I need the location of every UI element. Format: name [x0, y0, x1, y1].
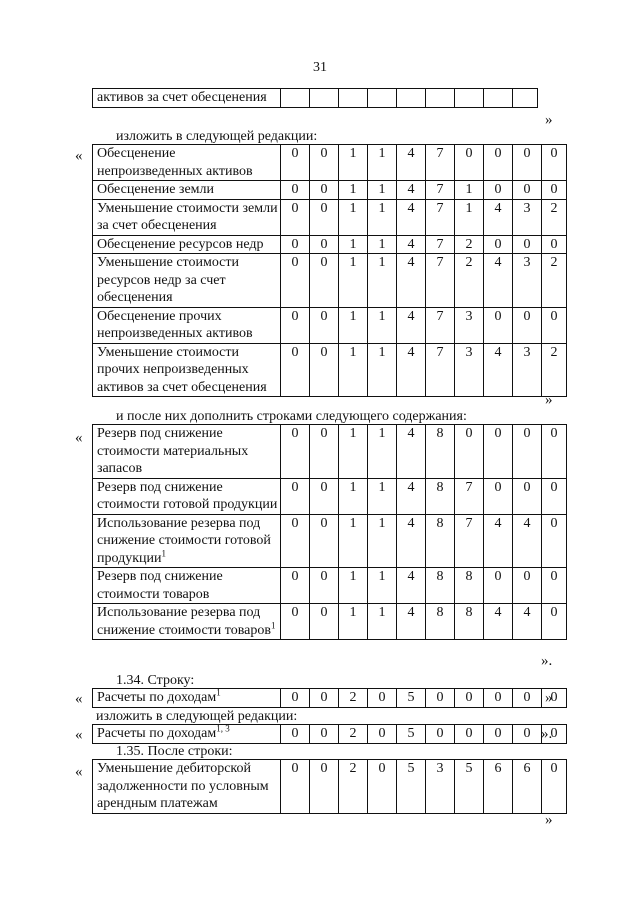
- code-digit: 4: [397, 254, 426, 308]
- code-digit: 7: [426, 235, 455, 254]
- code-digit: 0: [455, 145, 484, 181]
- code-digit: 0: [310, 181, 339, 200]
- code-digit: 1: [339, 568, 368, 604]
- code-digit: 5: [455, 760, 484, 814]
- closing-quote: »: [545, 112, 553, 128]
- row-label-text: Резерв под снижение стоимости готовой продукции: [97, 479, 278, 512]
- closing-quote: »: [545, 392, 553, 408]
- table-row: [93, 604, 567, 640]
- code-digit: 4: [397, 514, 426, 568]
- table-row: [93, 568, 567, 604]
- code-digit: [368, 89, 397, 108]
- code-digit: 0: [484, 568, 513, 604]
- row-label: [93, 760, 281, 814]
- code-digit: [426, 89, 455, 108]
- table-row: [93, 514, 567, 568]
- table-income-old: [92, 688, 567, 708]
- code-digit: 1: [339, 425, 368, 479]
- code-digit: 1: [339, 307, 368, 343]
- code-digit: 2: [542, 343, 567, 397]
- code-digit: 2: [339, 725, 368, 744]
- code-digit: 0: [542, 307, 567, 343]
- row-label-text: активов за счет обесценения: [97, 90, 267, 105]
- code-digit: 0: [484, 425, 513, 479]
- code-digit: 0: [310, 254, 339, 308]
- row-label-text: Резерв под снижение стоимости товаров: [97, 569, 223, 602]
- code-digit: 3: [513, 254, 542, 308]
- instruction-text: и после них дополнить строками следующего содержания:: [116, 409, 467, 424]
- code-digit: 0: [426, 725, 455, 744]
- code-digit: 0: [281, 235, 310, 254]
- code-digit: 0: [513, 181, 542, 200]
- row-label: [93, 181, 281, 200]
- code-digit: 1: [339, 604, 368, 640]
- code-digit: 7: [426, 343, 455, 397]
- code-digit: 7: [426, 307, 455, 343]
- row-label: [93, 478, 281, 514]
- row-label-text: Расчеты по доходам: [97, 726, 217, 741]
- code-digit: 1: [339, 478, 368, 514]
- code-digit: 0: [542, 760, 567, 814]
- row-label-text: Обесценение земли: [97, 182, 215, 197]
- code-digit: 4: [484, 199, 513, 235]
- row-label-text: Использование резерва под снижение стоимости готовой продукции: [97, 515, 271, 566]
- code-digit: 1: [368, 604, 397, 640]
- code-digit: 3: [513, 343, 542, 397]
- table-row: [93, 145, 567, 181]
- code-digit: 0: [310, 478, 339, 514]
- row-label-text: Использование резерва под снижение стоимости товаров: [97, 605, 271, 638]
- opening-quote: «: [75, 148, 83, 164]
- code-digit: 0: [484, 307, 513, 343]
- code-digit: 3: [426, 760, 455, 814]
- code-digit: 4: [397, 235, 426, 254]
- code-digit: 0: [542, 689, 567, 708]
- code-digit: 0: [281, 760, 310, 814]
- code-digit: 6: [513, 760, 542, 814]
- table-receivables: [92, 759, 567, 814]
- code-digit: 6: [484, 760, 513, 814]
- code-digit: 0: [310, 307, 339, 343]
- code-digit: 0: [542, 235, 567, 254]
- code-digit: 0: [484, 689, 513, 708]
- code-digit: 5: [397, 689, 426, 708]
- row-label: [93, 689, 281, 708]
- closing-quote: »: [545, 690, 553, 706]
- code-digit: 7: [455, 478, 484, 514]
- code-digit: 4: [397, 307, 426, 343]
- code-digit: 0: [542, 181, 567, 200]
- code-digit: 4: [484, 343, 513, 397]
- table-row: [93, 343, 567, 397]
- code-digit: 1: [368, 181, 397, 200]
- row-label-text: Уменьшение стоимости прочих непроизведенных активов за счет обесценения: [97, 344, 267, 395]
- instruction-text: изложить в следующей редакции:: [116, 129, 318, 144]
- code-digit: 0: [281, 307, 310, 343]
- table-income-new: [92, 724, 567, 744]
- closing-quote-dot: ».: [541, 653, 553, 669]
- table-fragment-top: [92, 88, 538, 108]
- code-digit: 8: [426, 604, 455, 640]
- code-digit: 0: [281, 199, 310, 235]
- code-digit: 1: [368, 307, 397, 343]
- code-digit: 0: [484, 478, 513, 514]
- code-digit: 1: [368, 343, 397, 397]
- row-label: [93, 307, 281, 343]
- footnote-marker: 1: [216, 687, 221, 698]
- row-label-text: Резерв под снижение стоимости материальных запасов: [97, 426, 249, 476]
- code-digit: 0: [281, 689, 310, 708]
- row-label: [93, 514, 281, 568]
- code-digit: 1: [339, 181, 368, 200]
- code-digit: 0: [310, 760, 339, 814]
- code-digit: 3: [455, 307, 484, 343]
- code-digit: 0: [484, 725, 513, 744]
- code-digit: 0: [426, 689, 455, 708]
- code-digit: 1: [339, 343, 368, 397]
- table-row: [93, 254, 567, 308]
- code-digit: 0: [281, 725, 310, 744]
- code-digit: 0: [368, 725, 397, 744]
- code-digit: 1: [339, 235, 368, 254]
- code-digit: [397, 89, 426, 108]
- table-row: [93, 199, 567, 235]
- code-digit: 4: [397, 478, 426, 514]
- opening-quote: «: [75, 691, 83, 707]
- row-label-text: Обесценение ресурсов недр: [97, 236, 264, 252]
- row-label: [93, 568, 281, 604]
- code-digit: 0: [310, 145, 339, 181]
- code-digit: 2: [339, 689, 368, 708]
- code-digit: 0: [542, 604, 567, 640]
- code-digit: [281, 89, 310, 108]
- code-digit: 1: [368, 568, 397, 604]
- code-digit: 4: [397, 199, 426, 235]
- code-digit: 8: [426, 514, 455, 568]
- code-digit: 0: [455, 425, 484, 479]
- code-digit: 0: [455, 725, 484, 744]
- code-digit: 3: [513, 199, 542, 235]
- code-digit: 0: [542, 514, 567, 568]
- row-label: [93, 254, 281, 308]
- row-label: [93, 343, 281, 397]
- code-digit: 0: [513, 478, 542, 514]
- code-digit: 4: [513, 514, 542, 568]
- code-digit: 1: [368, 254, 397, 308]
- code-digit: 8: [455, 568, 484, 604]
- code-digit: 0: [542, 145, 567, 181]
- code-digit: 1: [339, 514, 368, 568]
- code-digit: 5: [397, 725, 426, 744]
- code-digit: 4: [484, 514, 513, 568]
- code-digit: [513, 89, 538, 108]
- code-digit: 7: [426, 145, 455, 181]
- section-heading: 1.34. Строку:: [116, 673, 195, 688]
- code-digit: 8: [426, 425, 455, 479]
- code-digit: 1: [339, 254, 368, 308]
- code-digit: 2: [339, 760, 368, 814]
- code-digit: 0: [310, 689, 339, 708]
- code-digit: 0: [542, 425, 567, 479]
- code-digit: 0: [310, 568, 339, 604]
- code-digit: 1: [455, 181, 484, 200]
- code-digit: 0: [310, 514, 339, 568]
- code-digit: [484, 89, 513, 108]
- row-label: [93, 89, 281, 108]
- row-label: [93, 235, 281, 254]
- code-digit: 7: [426, 199, 455, 235]
- table-row: [93, 689, 567, 708]
- code-digit: 0: [310, 343, 339, 397]
- row-label: [93, 725, 281, 744]
- footnote-marker: 1, 3: [216, 723, 230, 734]
- code-digit: 0: [281, 425, 310, 479]
- code-digit: 4: [484, 604, 513, 640]
- instruction-text: изложить в следующей редакции:: [96, 709, 298, 724]
- code-digit: 0: [484, 145, 513, 181]
- code-digit: 0: [310, 725, 339, 744]
- code-digit: 8: [426, 478, 455, 514]
- code-digit: 0: [281, 604, 310, 640]
- code-digit: 0: [368, 760, 397, 814]
- code-digit: 0: [281, 478, 310, 514]
- table-row: [93, 725, 567, 744]
- closing-quote: »: [545, 812, 553, 828]
- code-digit: 7: [426, 254, 455, 308]
- code-digit: 1: [368, 145, 397, 181]
- code-digit: 0: [281, 181, 310, 200]
- row-label-text: Обесценение непроизведенных активов: [97, 146, 253, 179]
- code-digit: 0: [368, 689, 397, 708]
- code-digit: 8: [426, 568, 455, 604]
- page-number: 31: [313, 60, 327, 75]
- code-digit: 0: [513, 725, 542, 744]
- row-label-text: Уменьшение дебиторской задолженности по условным арендным платежам: [97, 761, 269, 811]
- code-digit: 0: [484, 181, 513, 200]
- row-label-text: Расчеты по доходам: [97, 690, 217, 705]
- table-row: [93, 89, 538, 108]
- table-row: [93, 235, 567, 254]
- table-reserves: [92, 424, 567, 640]
- code-digit: 0: [542, 478, 567, 514]
- code-digit: 2: [455, 235, 484, 254]
- table-row: [93, 760, 567, 814]
- code-digit: 4: [397, 181, 426, 200]
- code-digit: 3: [455, 343, 484, 397]
- code-digit: [339, 89, 368, 108]
- code-digit: 2: [542, 199, 567, 235]
- closing-quote-dot: ».: [541, 726, 553, 742]
- row-label: [93, 604, 281, 640]
- code-digit: 4: [397, 425, 426, 479]
- code-digit: 0: [513, 689, 542, 708]
- code-digit: 0: [513, 425, 542, 479]
- code-digit: 1: [368, 235, 397, 254]
- code-digit: 8: [455, 604, 484, 640]
- code-digit: 0: [281, 343, 310, 397]
- code-digit: 1: [455, 199, 484, 235]
- code-digit: 0: [281, 514, 310, 568]
- opening-quote: «: [75, 430, 83, 446]
- code-digit: 0: [281, 568, 310, 604]
- code-digit: 0: [281, 145, 310, 181]
- row-label: [93, 145, 281, 181]
- code-digit: 0: [455, 689, 484, 708]
- code-digit: 4: [397, 604, 426, 640]
- table-row: [93, 181, 567, 200]
- table-row: [93, 425, 567, 479]
- code-digit: 0: [281, 254, 310, 308]
- table-row: [93, 307, 567, 343]
- opening-quote: «: [75, 764, 83, 780]
- code-digit: 0: [513, 307, 542, 343]
- code-digit: 0: [310, 199, 339, 235]
- row-label-text: Обесценение прочих непроизведенных активов: [97, 308, 253, 341]
- code-digit: 0: [513, 235, 542, 254]
- code-digit: 0: [310, 425, 339, 479]
- code-digit: 0: [542, 725, 567, 744]
- opening-quote: «: [75, 727, 83, 743]
- code-digit: 1: [339, 145, 368, 181]
- code-digit: 1: [339, 199, 368, 235]
- code-digit: 4: [484, 254, 513, 308]
- code-digit: 1: [368, 425, 397, 479]
- code-digit: 0: [484, 235, 513, 254]
- footnote-marker: 1: [161, 547, 166, 558]
- code-digit: 0: [310, 604, 339, 640]
- code-digit: 1: [368, 478, 397, 514]
- code-digit: 0: [542, 568, 567, 604]
- code-digit: 4: [513, 604, 542, 640]
- row-label-text: Уменьшение стоимости земли за счет обесценения: [97, 200, 278, 233]
- code-digit: 0: [310, 235, 339, 254]
- code-digit: 0: [513, 568, 542, 604]
- section-heading: 1.35. После строки:: [116, 744, 233, 759]
- footnote-marker: 1: [270, 619, 276, 630]
- code-digit: [455, 89, 484, 108]
- code-digit: 4: [397, 145, 426, 181]
- code-digit: 4: [397, 568, 426, 604]
- row-label: [93, 199, 281, 235]
- code-digit: 0: [513, 145, 542, 181]
- row-label: [93, 425, 281, 479]
- code-digit: 1: [368, 514, 397, 568]
- row-label-text: Уменьшение стоимости ресурсов недр за счет обесценения: [97, 255, 239, 305]
- code-digit: 7: [455, 514, 484, 568]
- code-digit: 2: [455, 254, 484, 308]
- code-digit: [310, 89, 339, 108]
- table-row: [93, 478, 567, 514]
- code-digit: 1: [368, 199, 397, 235]
- code-digit: 4: [397, 343, 426, 397]
- code-digit: 2: [542, 254, 567, 308]
- code-digit: 7: [426, 181, 455, 200]
- code-digit: 5: [397, 760, 426, 814]
- table-impairment: [92, 144, 567, 397]
